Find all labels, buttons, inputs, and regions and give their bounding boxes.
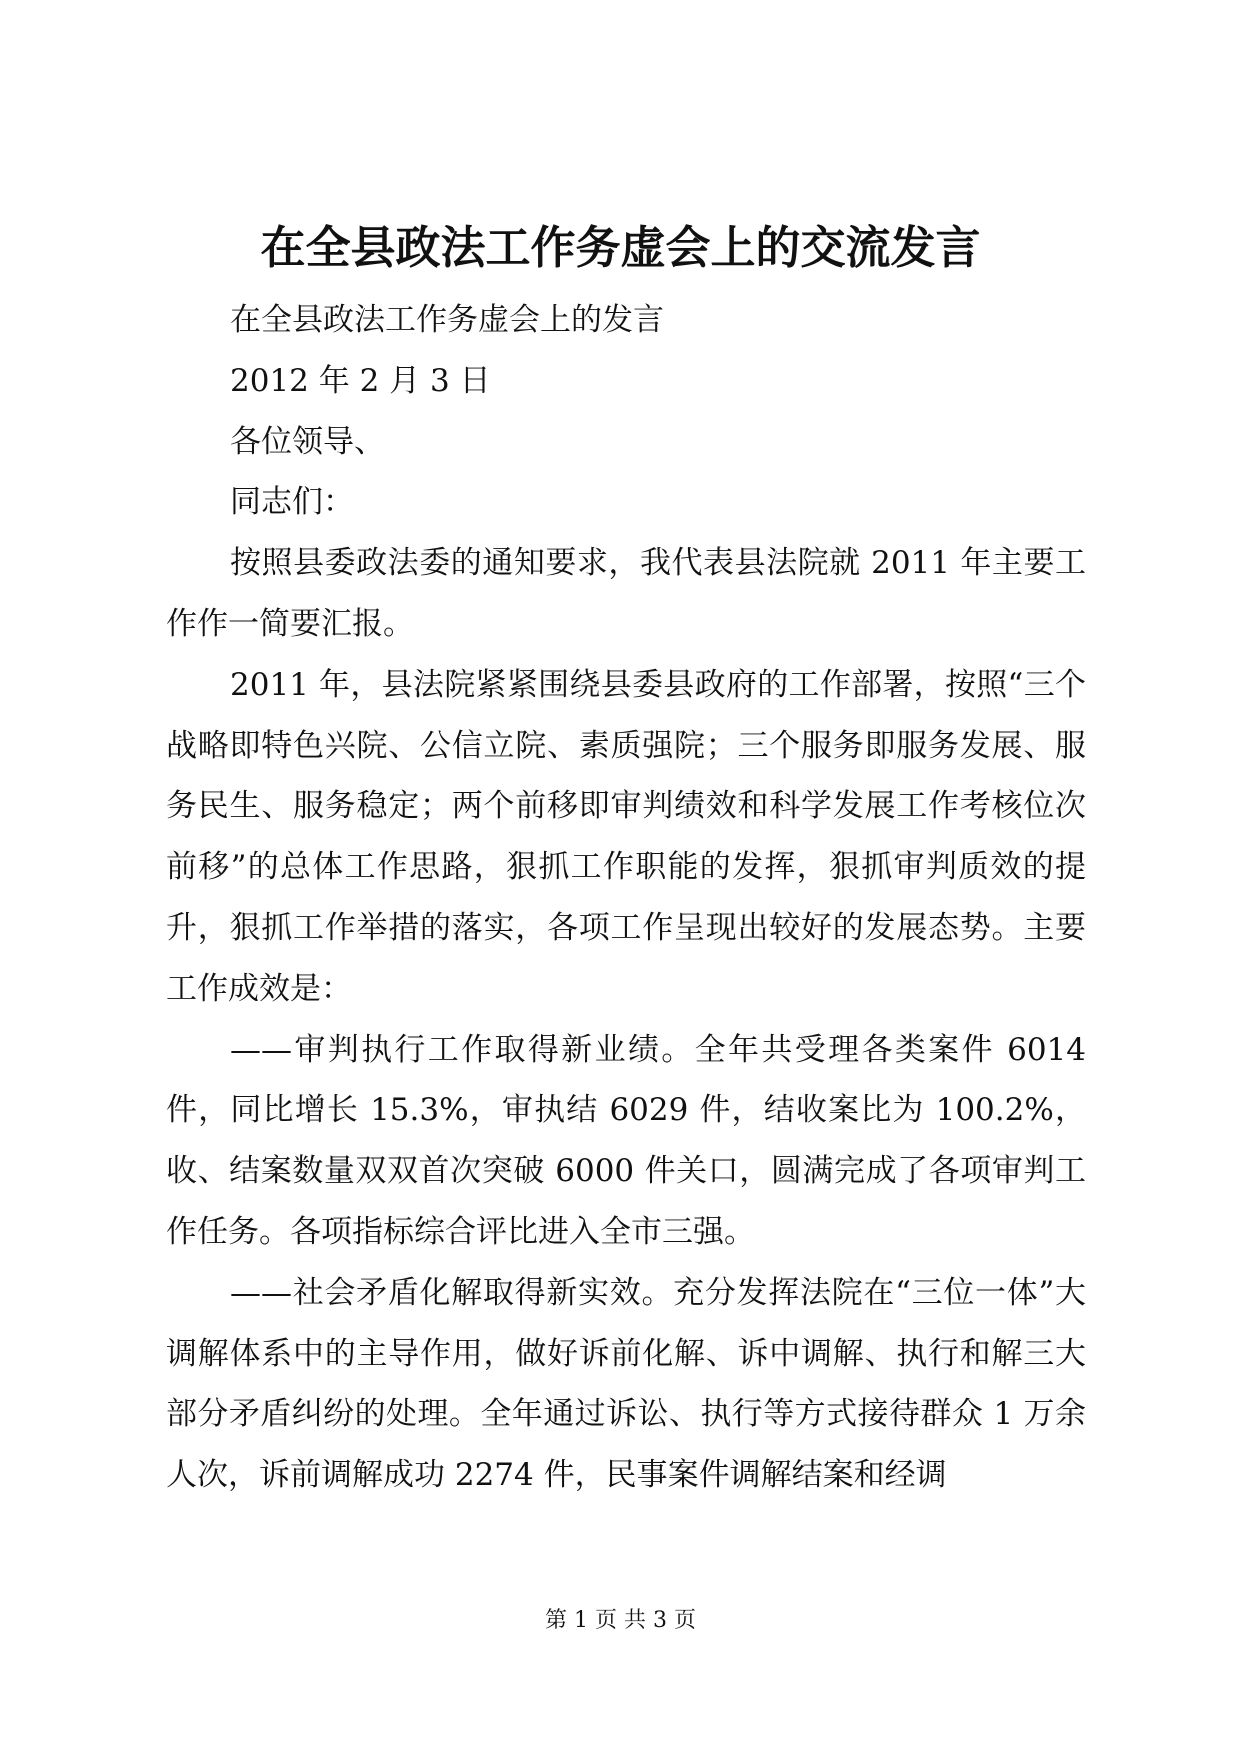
salutation-leaders: 各位领导、 <box>230 423 385 460</box>
document-title: 在全县政法工作务虚会上的交流发言 <box>260 221 981 274</box>
paragraph-intro: 按照县委政法委的通知要求，我代表县法院就 2011 年主要工作作一简要汇报。 <box>166 545 1086 642</box>
document-body <box>166 290 1086 1506</box>
paragraph-overview: 2011 年，县法院紧紧围绕县委县政府的工作部署，按照“三个战略即特色兴院、公信立院、素质强院；三个服务即服务发展、服务民生、服务稳定；两个前移即审判绩效和科学发展工作考核位次前移”的总体工作思路，狠抓工作职能的发挥，狠抓审判质效的提升，狠抓工作举措的落实，各项工作呈现出较好的发展态势。主要工作成效是： <box>166 666 1086 1007</box>
paragraph-trial-performance: ——审判执行工作取得新业绩。全年共受理各类案件 6014 件，同比增长 15.3%，审执结 6029 件，结收案比为 100.2%，收、结案数量双双首次突破 6000 件关口，圆满完成了各项审判工作任务。各项指标综合评比进入全市三强。 <box>166 1031 1086 1250</box>
paragraph-conflict-resolution: ——社会矛盾化解取得新实效。充分发挥法院在“三位一体”大调解体系中的主导作用，做好诉前化解、诉中调解、执行和解三大部分矛盾纠纷的处理。全年通过诉讼、执行等方式接待群众 1 万余人次，诉前调解成功 2274 件，民事案件调解结案和经调 <box>166 1274 1086 1494</box>
page-footer: 第 1 页 共 3 页 <box>545 1608 696 1633</box>
salutation-comrades: 同志们： <box>230 484 354 521</box>
subtitle-line: 在全县政法工作务虚会上的发言 <box>230 302 664 338</box>
date-line: 2012 年 2 月 3 日 <box>230 362 491 399</box>
